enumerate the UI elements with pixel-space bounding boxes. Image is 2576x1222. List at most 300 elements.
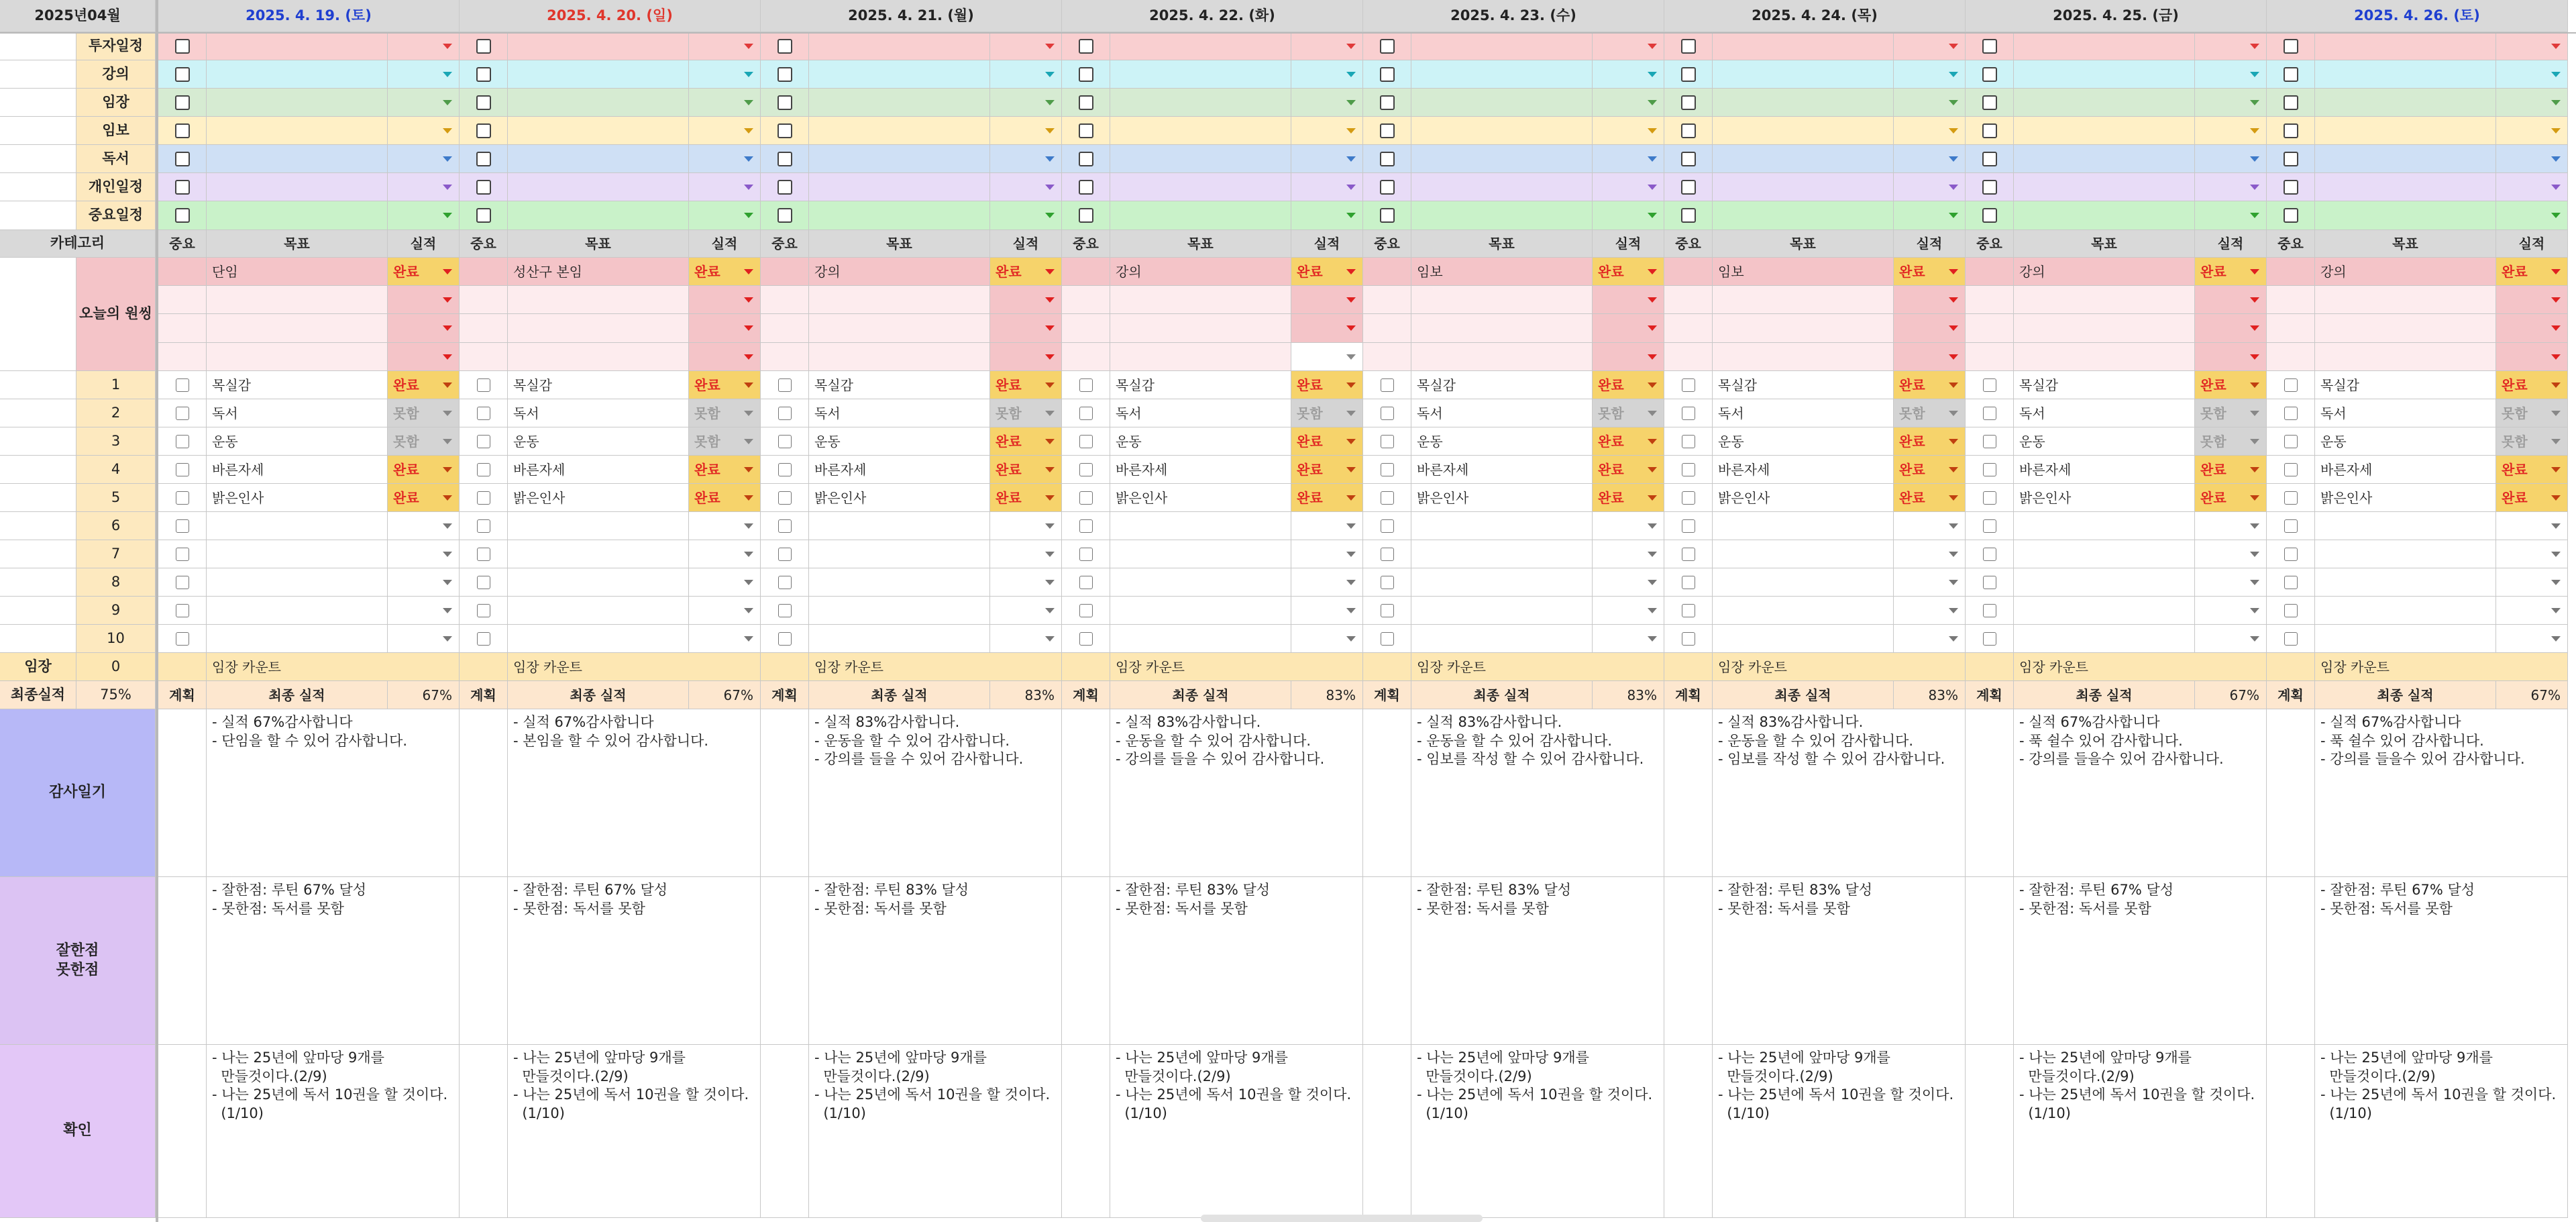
schedule-input-cell[interactable] [1713,173,1894,201]
dropdown-arrow-icon[interactable] [1045,523,1055,529]
dropdown-arrow-icon[interactable] [443,128,452,134]
schedule-input-cell[interactable] [809,60,990,89]
schedule-dropdown-cell[interactable] [2195,60,2267,89]
routine-checkbox-cell[interactable] [1966,371,2014,399]
checkbox[interactable] [1381,548,1394,561]
routine-checkbox-cell[interactable] [2267,371,2315,399]
dropdown-arrow-icon[interactable] [2551,213,2561,218]
checkbox[interactable] [1079,407,1093,420]
checkbox[interactable] [1983,576,1996,589]
dropdown-arrow-icon[interactable] [2551,523,2561,529]
schedule-input-cell[interactable] [2014,117,2195,145]
schedule-dropdown-cell[interactable] [689,145,761,173]
checkbox[interactable] [1079,67,1093,82]
today-status-dropdown[interactable] [1894,258,1966,286]
routine-checkbox-cell[interactable] [460,427,508,456]
routine-status-dropdown[interactable] [990,540,1062,568]
dropdown-arrow-icon[interactable] [1346,354,1356,360]
routine-status-dropdown[interactable] [1593,625,1664,653]
routine-checkbox-cell[interactable] [158,427,207,456]
checkbox[interactable] [1381,632,1394,646]
checkbox[interactable] [1982,39,1997,54]
checkbox[interactable] [176,378,189,392]
dropdown-arrow-icon[interactable] [2551,580,2561,585]
confirm-text[interactable]: - 나는 25년에 앞마당 9개를 만들것이다.(2/9) - 나는 25년에 독서 10권을 할 것이다. (1/10) [1411,1045,1664,1218]
today-status-dropdown[interactable] [689,286,761,314]
checkbox[interactable] [777,180,792,195]
schedule-input-cell[interactable] [1713,201,1894,230]
today-goal-cell[interactable] [2315,343,2496,371]
checkbox[interactable] [1681,123,1696,138]
today-goal-cell[interactable]: 임보 [1713,258,1894,286]
schedule-input-cell[interactable] [1110,173,1291,201]
checkbox[interactable] [176,463,189,476]
checkbox[interactable] [476,123,491,138]
dropdown-arrow-icon[interactable] [1949,552,1958,557]
dropdown-arrow-icon[interactable] [1949,354,1958,360]
schedule-checkbox-cell[interactable] [1363,201,1411,230]
schedule-checkbox-cell[interactable] [1363,60,1411,89]
dropdown-arrow-icon[interactable] [1648,269,1657,274]
routine-goal-cell[interactable]: 운동 [207,427,388,456]
dropdown-arrow-icon[interactable] [443,269,452,274]
today-goal-cell[interactable]: 임보 [1411,258,1593,286]
routine-status-dropdown[interactable] [388,371,460,399]
dropdown-arrow-icon[interactable] [1949,269,1958,274]
schedule-checkbox-cell[interactable] [1664,117,1713,145]
schedule-dropdown-cell[interactable] [388,32,460,60]
routine-checkbox-cell[interactable] [1966,597,2014,625]
schedule-dropdown-cell[interactable] [2195,173,2267,201]
today-goal-cell[interactable] [1713,286,1894,314]
dropdown-arrow-icon[interactable] [1045,383,1055,388]
dropdown-arrow-icon[interactable] [744,411,753,416]
checkbox[interactable] [778,463,792,476]
routine-checkbox-cell[interactable] [1966,456,2014,484]
dropdown-arrow-icon[interactable] [1648,44,1657,49]
routine-checkbox-cell[interactable] [1664,597,1713,625]
dropdown-arrow-icon[interactable] [744,297,753,303]
checkbox[interactable] [778,519,792,533]
routine-goal-cell[interactable] [809,625,990,653]
dropdown-arrow-icon[interactable] [1045,580,1055,585]
dropdown-arrow-icon[interactable] [1648,383,1657,388]
dropdown-arrow-icon[interactable] [1346,580,1356,585]
today-goal-cell[interactable] [508,314,689,343]
routine-goal-cell[interactable] [2315,540,2496,568]
routine-goal-cell[interactable]: 밝은인사 [1110,484,1291,512]
schedule-input-cell[interactable] [1110,117,1291,145]
checkbox[interactable] [176,576,189,589]
routine-status-dropdown[interactable] [2496,484,2568,512]
routine-goal-cell[interactable]: 밝은인사 [207,484,388,512]
dropdown-arrow-icon[interactable] [1949,213,1958,218]
schedule-dropdown-cell[interactable] [689,89,761,117]
routine-goal-cell[interactable] [1411,625,1593,653]
dropdown-arrow-icon[interactable] [1949,72,1958,77]
dropdown-arrow-icon[interactable] [1648,608,1657,613]
schedule-dropdown-cell[interactable] [2496,173,2568,201]
schedule-checkbox-cell[interactable] [2267,32,2315,60]
schedule-input-cell[interactable] [207,89,388,117]
schedule-checkbox-cell[interactable] [1966,60,2014,89]
checkbox[interactable] [477,632,490,646]
dropdown-arrow-icon[interactable] [1045,439,1055,444]
dropdown-arrow-icon[interactable] [1346,297,1356,303]
dropdown-arrow-icon[interactable] [1648,580,1657,585]
dropdown-arrow-icon[interactable] [2250,580,2259,585]
checkbox[interactable] [1079,632,1093,646]
schedule-input-cell[interactable] [1411,89,1593,117]
schedule-dropdown-cell[interactable] [2496,201,2568,230]
checkbox[interactable] [1079,95,1093,110]
today-goal-cell[interactable] [2014,314,2195,343]
schedule-checkbox-cell[interactable] [460,173,508,201]
checkbox[interactable] [1982,152,1997,166]
dropdown-arrow-icon[interactable] [744,185,753,190]
schedule-checkbox-cell[interactable] [1363,173,1411,201]
today-importance-cell[interactable] [2267,286,2315,314]
routine-goal-cell[interactable] [809,568,990,597]
routine-checkbox-cell[interactable] [1062,540,1110,568]
dropdown-arrow-icon[interactable] [1949,156,1958,162]
routine-checkbox-cell[interactable] [158,484,207,512]
frozen-column-divider[interactable] [156,0,158,1222]
routine-goal-cell[interactable] [2014,540,2195,568]
checkbox[interactable] [1381,463,1394,476]
routine-checkbox-cell[interactable] [2267,625,2315,653]
schedule-input-cell[interactable] [508,173,689,201]
checkbox[interactable] [176,632,189,646]
today-status-dropdown[interactable] [990,314,1062,343]
routine-status-dropdown[interactable] [2195,427,2267,456]
today-goal-cell[interactable] [508,343,689,371]
checkbox[interactable] [476,39,491,54]
schedule-input-cell[interactable] [1411,173,1593,201]
checkbox[interactable] [1079,576,1093,589]
schedule-input-cell[interactable] [2315,173,2496,201]
schedule-input-cell[interactable] [809,173,990,201]
checkbox[interactable] [1681,152,1696,166]
dropdown-arrow-icon[interactable] [744,325,753,331]
dropdown-arrow-icon[interactable] [1949,411,1958,416]
routine-status-dropdown[interactable] [1894,512,1966,540]
dropdown-arrow-icon[interactable] [744,269,753,274]
today-importance-cell[interactable] [761,314,809,343]
schedule-input-cell[interactable] [508,117,689,145]
checkbox[interactable] [1682,435,1695,448]
schedule-dropdown-cell[interactable] [1894,89,1966,117]
checkbox[interactable] [1381,435,1394,448]
dropdown-arrow-icon[interactable] [1949,325,1958,331]
schedule-checkbox-cell[interactable] [1363,32,1411,60]
schedule-input-cell[interactable] [207,145,388,173]
schedule-checkbox-cell[interactable] [1664,89,1713,117]
routine-checkbox-cell[interactable] [761,399,809,427]
routine-checkbox-cell[interactable] [1664,484,1713,512]
routine-status-dropdown[interactable] [2496,597,2568,625]
dropdown-arrow-icon[interactable] [1949,636,1958,642]
checkbox[interactable] [2284,67,2298,82]
today-importance-cell[interactable] [1363,343,1411,371]
schedule-input-cell[interactable] [508,60,689,89]
checkbox[interactable] [1381,407,1394,420]
schedule-dropdown-cell[interactable] [990,89,1062,117]
dropdown-arrow-icon[interactable] [1045,552,1055,557]
routine-checkbox-cell[interactable] [460,399,508,427]
schedule-checkbox-cell[interactable] [761,32,809,60]
routine-status-dropdown[interactable] [1291,371,1363,399]
checkbox[interactable] [1983,378,1996,392]
checkbox[interactable] [1079,519,1093,533]
schedule-dropdown-cell[interactable] [689,117,761,145]
routine-goal-cell[interactable]: 목실감 [2014,371,2195,399]
dropdown-arrow-icon[interactable] [1346,383,1356,388]
schedule-checkbox-cell[interactable] [2267,173,2315,201]
today-importance-cell[interactable] [1664,343,1713,371]
dropdown-arrow-icon[interactable] [1346,128,1356,134]
today-status-dropdown[interactable] [1894,314,1966,343]
dropdown-arrow-icon[interactable] [443,439,452,444]
routine-checkbox-cell[interactable] [2267,456,2315,484]
routine-goal-cell[interactable]: 운동 [508,427,689,456]
today-goal-cell[interactable] [207,314,388,343]
routine-goal-cell[interactable] [2315,568,2496,597]
routine-checkbox-cell[interactable] [1062,456,1110,484]
routine-goal-cell[interactable]: 바른자세 [2315,456,2496,484]
checkbox[interactable] [778,378,792,392]
today-status-dropdown[interactable] [2195,258,2267,286]
dropdown-arrow-icon[interactable] [1648,185,1657,190]
today-goal-cell[interactable] [1110,314,1291,343]
today-goal-cell[interactable] [1411,343,1593,371]
today-goal-cell[interactable]: 강의 [1110,258,1291,286]
routine-checkbox-cell[interactable] [2267,540,2315,568]
checkbox[interactable] [175,123,190,138]
dropdown-arrow-icon[interactable] [1045,608,1055,613]
schedule-dropdown-cell[interactable] [388,145,460,173]
schedule-dropdown-cell[interactable] [2195,32,2267,60]
schedule-checkbox-cell[interactable] [1664,201,1713,230]
routine-status-dropdown[interactable] [689,625,761,653]
checkbox[interactable] [1682,463,1695,476]
today-importance-cell[interactable] [460,286,508,314]
schedule-checkbox-cell[interactable] [2267,89,2315,117]
dropdown-arrow-icon[interactable] [1648,523,1657,529]
today-importance-cell[interactable] [1664,314,1713,343]
routine-status-dropdown[interactable] [1291,399,1363,427]
checkbox[interactable] [1380,95,1395,110]
schedule-input-cell[interactable] [1411,201,1593,230]
dropdown-arrow-icon[interactable] [1949,100,1958,105]
routine-goal-cell[interactable] [508,540,689,568]
routine-status-dropdown[interactable] [1291,456,1363,484]
checkbox[interactable] [2284,39,2298,54]
checkbox[interactable] [1681,208,1696,223]
dropdown-arrow-icon[interactable] [1346,495,1356,501]
schedule-checkbox-cell[interactable] [1664,60,1713,89]
schedule-checkbox-cell[interactable] [761,145,809,173]
today-status-dropdown[interactable] [1291,314,1363,343]
today-status-dropdown[interactable] [388,314,460,343]
routine-goal-cell[interactable]: 독서 [2014,399,2195,427]
routine-goal-cell[interactable]: 독서 [2315,399,2496,427]
today-status-dropdown[interactable] [388,343,460,371]
checkbox[interactable] [1079,604,1093,617]
routine-goal-cell[interactable] [2014,512,2195,540]
checkbox[interactable] [175,39,190,54]
schedule-checkbox-cell[interactable] [460,117,508,145]
checkbox[interactable] [1983,463,1996,476]
dropdown-arrow-icon[interactable] [443,185,452,190]
routine-status-dropdown[interactable] [990,427,1062,456]
gratitude-text[interactable]: - 실적 83%감사합니다. - 운동을 할 수 있어 감사합니다. - 임보를 작성 할 수 있어 감사합니다. [1411,709,1664,877]
dropdown-arrow-icon[interactable] [744,128,753,134]
schedule-input-cell[interactable] [2315,117,2496,145]
routine-checkbox-cell[interactable] [460,568,508,597]
today-importance-cell[interactable] [761,286,809,314]
dropdown-arrow-icon[interactable] [744,467,753,472]
dropdown-arrow-icon[interactable] [2551,325,2561,331]
schedule-input-cell[interactable] [508,145,689,173]
dropdown-arrow-icon[interactable] [2250,552,2259,557]
routine-checkbox-cell[interactable] [1664,512,1713,540]
dropdown-arrow-icon[interactable] [744,156,753,162]
schedule-input-cell[interactable] [2014,173,2195,201]
routine-goal-cell[interactable]: 목실감 [1411,371,1593,399]
dropdown-arrow-icon[interactable] [744,72,753,77]
routine-status-dropdown[interactable] [689,484,761,512]
dropdown-arrow-icon[interactable] [1949,495,1958,501]
schedule-checkbox-cell[interactable] [1062,145,1110,173]
routine-checkbox-cell[interactable] [761,456,809,484]
routine-checkbox-cell[interactable] [158,371,207,399]
checkbox[interactable] [1682,604,1695,617]
schedule-dropdown-cell[interactable] [990,201,1062,230]
schedule-dropdown-cell[interactable] [1291,89,1363,117]
schedule-dropdown-cell[interactable] [2496,60,2568,89]
today-goal-cell[interactable] [508,286,689,314]
dropdown-arrow-icon[interactable] [1045,269,1055,274]
checkbox[interactable] [176,407,189,420]
routine-checkbox-cell[interactable] [1062,597,1110,625]
checkbox[interactable] [175,67,190,82]
checkbox[interactable] [778,435,792,448]
routine-status-dropdown[interactable] [990,512,1062,540]
schedule-dropdown-cell[interactable] [2195,89,2267,117]
today-status-dropdown[interactable] [388,258,460,286]
dropdown-arrow-icon[interactable] [744,523,753,529]
schedule-input-cell[interactable] [2014,32,2195,60]
checkbox[interactable] [476,152,491,166]
checkbox[interactable] [2284,491,2298,505]
routine-goal-cell[interactable] [207,597,388,625]
routine-goal-cell[interactable] [809,597,990,625]
schedule-dropdown-cell[interactable] [1593,173,1664,201]
routine-checkbox-cell[interactable] [1062,625,1110,653]
routine-status-dropdown[interactable] [1593,456,1664,484]
dropdown-arrow-icon[interactable] [1949,467,1958,472]
dropdown-arrow-icon[interactable] [443,495,452,501]
today-status-dropdown[interactable] [990,258,1062,286]
schedule-input-cell[interactable] [207,173,388,201]
today-status-dropdown[interactable] [1593,258,1664,286]
dropdown-arrow-icon[interactable] [2551,411,2561,416]
routine-status-dropdown[interactable] [2496,625,2568,653]
dropdown-arrow-icon[interactable] [2250,495,2259,501]
routine-status-dropdown[interactable] [1894,371,1966,399]
dropdown-arrow-icon[interactable] [443,44,452,49]
today-goal-cell[interactable] [207,286,388,314]
dropdown-arrow-icon[interactable] [744,608,753,613]
checkbox[interactable] [1079,208,1093,223]
checkbox[interactable] [477,519,490,533]
routine-checkbox-cell[interactable] [1062,399,1110,427]
today-goal-cell[interactable]: 강의 [2315,258,2496,286]
schedule-input-cell[interactable] [2315,201,2496,230]
schedule-dropdown-cell[interactable] [1291,145,1363,173]
dropdown-arrow-icon[interactable] [1045,297,1055,303]
schedule-input-cell[interactable] [1713,32,1894,60]
routine-goal-cell[interactable] [2014,597,2195,625]
routine-goal-cell[interactable] [1713,597,1894,625]
routine-goal-cell[interactable]: 밝은인사 [2014,484,2195,512]
routine-checkbox-cell[interactable] [1062,427,1110,456]
schedule-checkbox-cell[interactable] [1062,173,1110,201]
today-importance-cell[interactable] [460,314,508,343]
routine-checkbox-cell[interactable] [158,399,207,427]
checkbox[interactable] [778,604,792,617]
dropdown-arrow-icon[interactable] [2250,636,2259,642]
routine-checkbox-cell[interactable] [158,597,207,625]
dropdown-arrow-icon[interactable] [1346,100,1356,105]
checkbox[interactable] [1682,632,1695,646]
checkbox[interactable] [1682,407,1695,420]
dropdown-arrow-icon[interactable] [2551,354,2561,360]
dropdown-arrow-icon[interactable] [1346,156,1356,162]
today-importance-cell[interactable] [1062,314,1110,343]
confirm-text[interactable]: - 나는 25년에 앞마당 9개를 만들것이다.(2/9) - 나는 25년에 독서 10권을 할 것이다. (1/10) [2315,1045,2568,1218]
routine-status-dropdown[interactable] [1894,399,1966,427]
checkbox[interactable] [1681,39,1696,54]
routine-checkbox-cell[interactable] [1062,568,1110,597]
schedule-checkbox-cell[interactable] [1966,32,2014,60]
schedule-dropdown-cell[interactable] [1593,145,1664,173]
today-importance-cell[interactable] [1966,343,2014,371]
routine-status-dropdown[interactable] [1593,512,1664,540]
checkbox[interactable] [2284,123,2298,138]
dropdown-arrow-icon[interactable] [1045,411,1055,416]
schedule-input-cell[interactable] [1713,117,1894,145]
schedule-input-cell[interactable] [1110,32,1291,60]
schedule-dropdown-cell[interactable] [1593,117,1664,145]
routine-goal-cell[interactable]: 목실감 [1110,371,1291,399]
routine-goal-cell[interactable]: 독서 [1713,399,1894,427]
routine-checkbox-cell[interactable] [1664,456,1713,484]
today-status-dropdown[interactable] [2496,343,2568,371]
routine-goal-cell[interactable] [1713,568,1894,597]
routine-goal-cell[interactable] [1411,568,1593,597]
routine-goal-cell[interactable]: 운동 [2315,427,2496,456]
today-status-dropdown[interactable] [2195,314,2267,343]
routine-goal-cell[interactable] [809,540,990,568]
gratitude-text[interactable]: - 실적 83%감사합니다. - 운동을 할 수 있어 감사합니다. - 강의를 들을 수 있어 감사합니다. [809,709,1062,877]
schedule-checkbox-cell[interactable] [1664,32,1713,60]
routine-goal-cell[interactable]: 바른자세 [2014,456,2195,484]
dropdown-arrow-icon[interactable] [2250,325,2259,331]
routine-status-dropdown[interactable] [990,625,1062,653]
routine-goal-cell[interactable] [1110,568,1291,597]
